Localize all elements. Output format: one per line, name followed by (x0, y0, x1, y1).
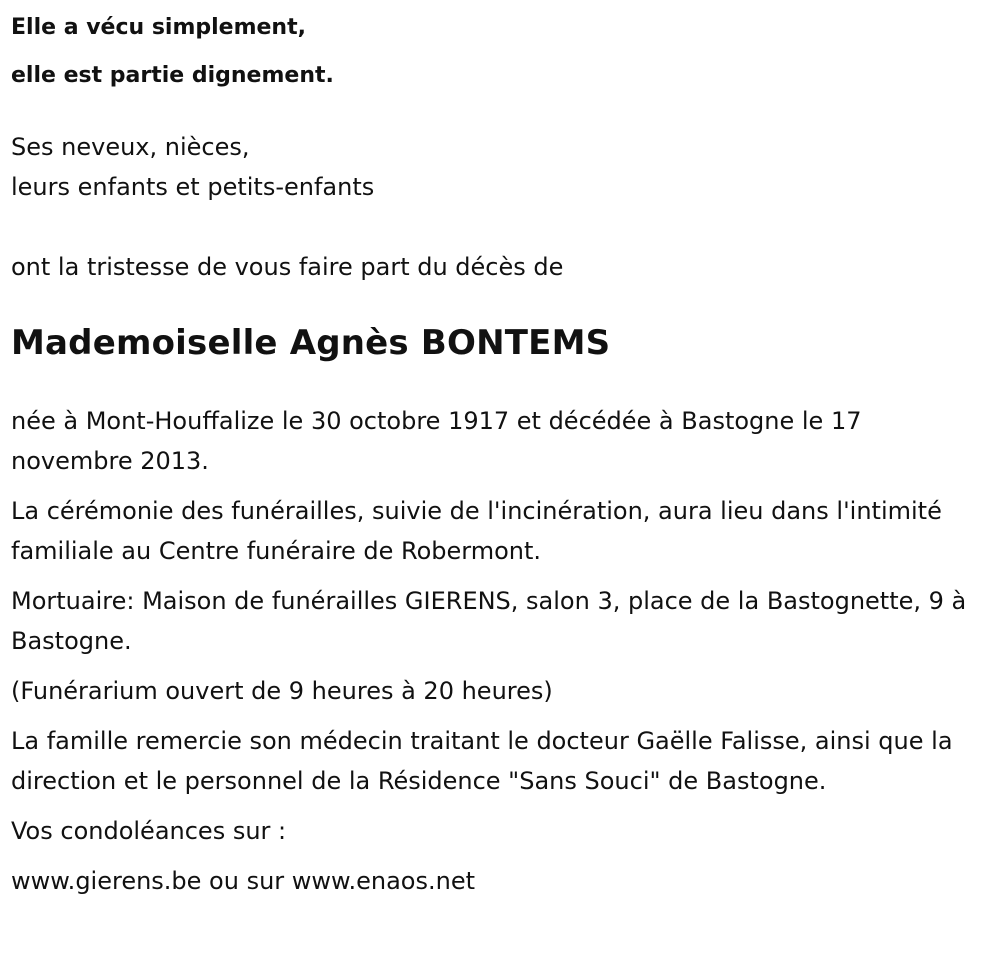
motto-line-1: Elle a vécu simplement, (11, 15, 306, 40)
announcement-text: ont la tristesse de vous faire part du décès de (11, 253, 564, 281)
motto-line-2: elle est partie dignement. (11, 63, 334, 88)
ceremony-paragraph: La cérémonie des funérailles, suivie de l'incinération, aura lieu dans l'intimité familiale au Centre funéraire de Robermont. (11, 497, 942, 565)
obituary-notice (11, 0, 981, 901)
motto (11, 4, 981, 100)
birth-death-paragraph: née à Mont-Houffalize le 30 octobre 1917 et décédée à Bastogne le 17 novembre 2013. (11, 407, 862, 475)
family-line-1: Ses neveux, nièces, (11, 133, 250, 161)
condolences-label: Vos condoléances sur : (11, 817, 287, 845)
condolence-websites[interactable]: www.gierens.be ou sur www.enaos.net (11, 867, 475, 895)
deceased-name: Mademoiselle Agnès BONTEMS (11, 323, 611, 363)
family-line-2: leurs enfants et petits-enfants (11, 173, 375, 201)
funerarium-hours: (Funérarium ouvert de 9 heures à 20 heures) (11, 677, 553, 705)
mortuary-paragraph: Mortuaire: Maison de funérailles GIERENS, salon 3, place de la Bastognette, 9 à Bastogne. (11, 587, 967, 655)
family-members (11, 127, 981, 207)
thanks-paragraph: La famille remercie son médecin traitant le docteur Gaëlle Falisse, ainsi que la direction et le personnel de la Résidence "Sans Souci" de Bastogne. (11, 727, 953, 795)
